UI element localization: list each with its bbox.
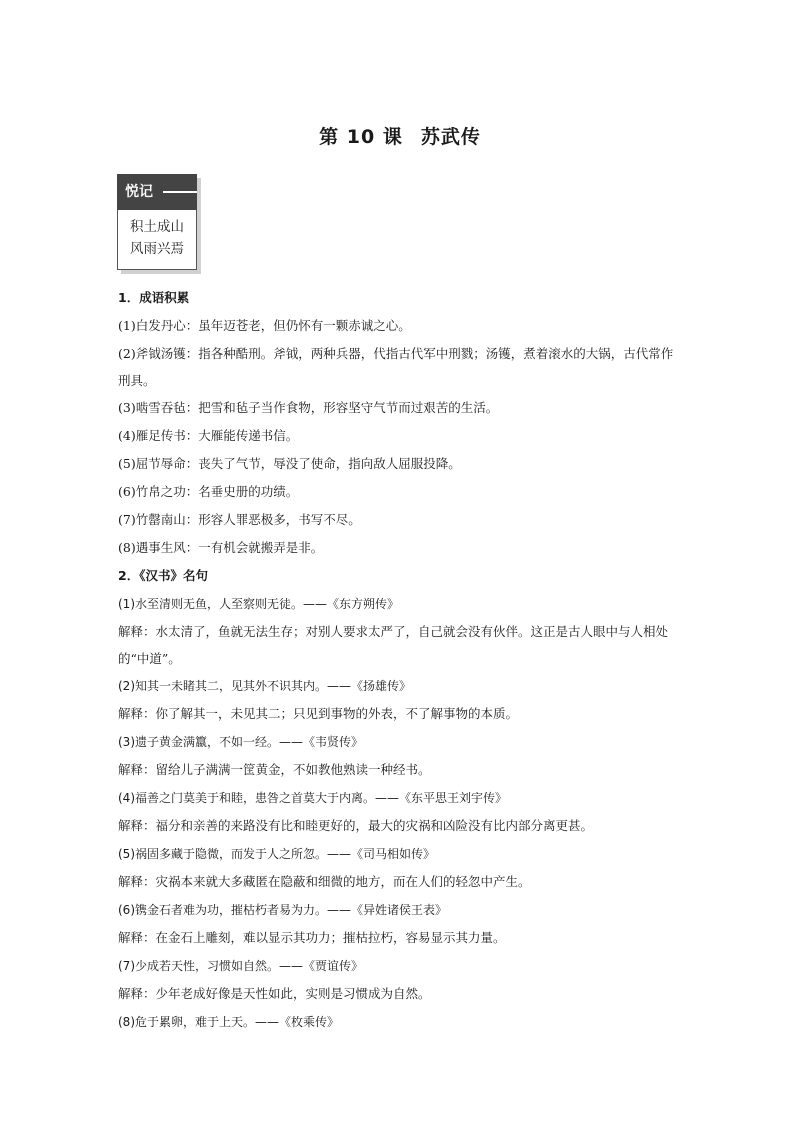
badge-head-text: 悦记 (125, 184, 153, 200)
idiom-item: (8)遇事生风：一有机会就搬弄是非。 (118, 540, 324, 555)
idiom-item: (4)雁足传书：大雁能传递书信。 (118, 428, 299, 443)
content (118, 284, 683, 1036)
quote-explanation: 解释：留给儿子满满一筐黄金，不如教他熟读一种经书。 (118, 762, 431, 777)
idiom-item: (6)竹帛之功：名垂史册的功绩。 (118, 484, 299, 499)
quote-item: (8)危于累卵，难于上天。——《枚乘传》 (118, 1015, 339, 1029)
quote-item: (4)福善之门莫美于和睦，患咎之首莫大于内离。——《东平思王刘宇传》 (118, 791, 508, 805)
badge-body (117, 216, 197, 260)
badge-rule (163, 191, 197, 193)
quote-item: (5)祸固多藏于隐微，而发于人之所忽。——《司马相如传》 (118, 847, 436, 861)
quote-explanation: 解释：福分和亲善的来路没有比和睦更好的，最大的灾祸和凶险没有比内部分离更甚。 (118, 818, 594, 833)
idiom-item: (1)白发丹心：虽年迈苍老，但仍怀有一颗赤诚之心。 (118, 318, 411, 333)
idiom-item: (3)啮雪吞毡：把雪和毡子当作食物，形容坚守气节而过艰苦的生活。 (118, 400, 499, 415)
quote-item: (6)镌金石者难为功，摧枯朽者易为力。——《异姓诸侯王表》 (118, 903, 448, 917)
quote-explanation: 解释：灾祸本来就大多藏匿在隐蔽和细微的地方，而在人们的轻忽中产生。 (118, 874, 531, 889)
idiom-item: (2)斧钺汤镬：指各种酷刑。斧钺，两种兵器，代指古代军中刑戮；汤镬，煮着滚水的大锅，古代常作刑具。 (118, 346, 674, 388)
quote-explanation: 解释：你了解其一，未见其二；只见到事物的外表，不了解事物的本质。 (118, 706, 519, 721)
idiom-item: (7)竹罄南山：形容人罪恶极多，书写不尽。 (118, 512, 361, 527)
quote-explanation: 解释：在金石上雕刻，难以显示其功力；摧枯拉朽，容易显示其力量。 (118, 930, 506, 945)
badge-head (117, 174, 197, 210)
quote-item: (2)知其一未睹其二，见其外不识其内。——《扬雄传》 (118, 679, 411, 693)
quote-explanation: 解释：少年老成好像是天性如此，实则是习惯成为自然。 (118, 986, 431, 1001)
badge-line-1: 积土成山 (130, 219, 184, 235)
idiom-item: (5)屈节辱命：丧失了气节，辱没了使命，指向敌人屈服投降。 (118, 456, 461, 471)
yueji-badge (117, 174, 199, 272)
page-title (0, 122, 800, 149)
quote-item: (7)少成若天性，习惯如自然。——《贾谊传》 (118, 959, 363, 973)
lesson-name: 苏武传 (420, 126, 481, 148)
quote-item: (1)水至清则无鱼，人至察则无徒。——《东方朔传》 (118, 597, 399, 611)
section-heading-hanshu: 2．《汉书》名句 (118, 568, 208, 583)
quote-item: (3)遗子黄金满籝，不如一经。——《韦贤传》 (118, 735, 363, 749)
lesson-number: 第 10 课 (319, 126, 403, 148)
section-heading-idioms: 1．成语积累 (118, 290, 190, 305)
badge-line-2: 风雨兴焉 (130, 241, 184, 257)
quote-explanation: 解释：水太清了，鱼就无法生存；对别人要求太严了，自己就会没有伙伴。这正是古人眼中与人相处的“中道”。 (118, 624, 669, 666)
